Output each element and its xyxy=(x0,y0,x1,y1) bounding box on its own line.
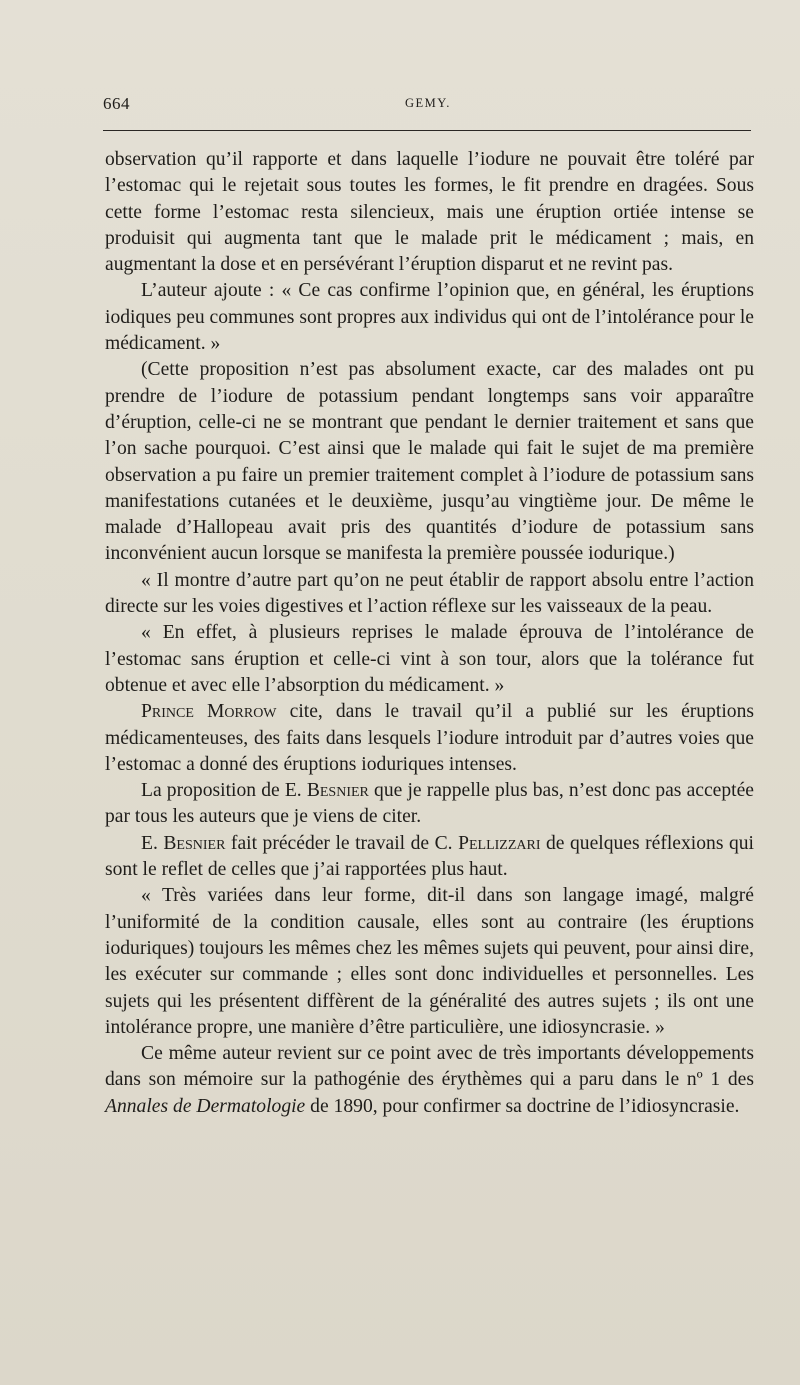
text-run: « En effet, à plusieurs reprises le malade éprouva de l’intolérance de l’estomac sans éruption et celle-ci vint à son tour, alors que la tolérance fut obtenue et avec elle l’absorption du médicament. » xyxy=(105,622,754,696)
running-head: GEMY. xyxy=(405,96,451,110)
text-run: cite, dans le travail qu’il a publié sur les éruptions médicamenteuses, des faits dans lesquels l’iodure introduit par d’autres voies que l’estomac a donné des éruptions ioduriques intenses. xyxy=(105,701,755,775)
text-run: « Très variées dans leur forme, dit-il dans son langage imagé, malgré l’uniformité de la condition causale, elles sont au contraire (les éruptions ioduriques) toujours les mêmes chez les mêmes sujets qui peuvent, pour ainsi dire, les exécuter sur commande ; elles sont donc individuelles et personnelles. Les sujets qui les présentent diffèrent de la généralité des autres sujets ; ils ont une intolérance propre, une manière d’être particulière, une idiosyncrasie. » xyxy=(105,885,754,1038)
paragraph xyxy=(105,620,754,699)
paragraph xyxy=(105,1041,754,1120)
header-rule xyxy=(103,130,751,131)
author-name: Prince Morrow xyxy=(141,701,277,723)
paragraph xyxy=(105,831,754,884)
paragraph xyxy=(105,147,754,278)
text-run: « Il montre d’autre part qu’on ne peut établir de rapport absolu entre l’action directe sur les voies digestives et l’action réflexe sur les vaisseaux de la peau. xyxy=(105,569,754,618)
text-run: de quelques réflexions qui sont le reflet de celles que j’ai rapportées plus haut. xyxy=(105,832,754,881)
paragraph xyxy=(105,568,754,621)
paragraph xyxy=(105,778,754,831)
text-run: fait précéder le travail de C. xyxy=(225,832,459,854)
author-name: Pellizzari xyxy=(458,832,541,854)
text-run: L’auteur ajoute : « Ce cas confirme l’opinion que, en général, les éruptions iodiques peu communes sont propres aux individus qui ont de l’intolérance pour le médicament. » xyxy=(105,280,754,355)
text-run: que je rappelle plus bas, n’est donc pas acceptée par tous les auteurs que je viens de citer. xyxy=(105,780,754,828)
author-name: Besnier xyxy=(306,780,369,802)
text-run: observation qu’il rapporte et dans laquelle l’iodure ne pouvait être toléré par l’estomac qui le rejetait sous toutes les formes, le fit prendre en dragées. Sous cette forme l’estomac resta silencieux, mais une éruption ortiée intense se produisit qui augmenta tant que le malade prit le médicament ; mais, en augmentant la dose et en persévérant l’éruption disparut et ne revint pas. xyxy=(105,149,754,276)
paragraph xyxy=(105,357,754,567)
paragraph xyxy=(105,699,754,778)
text-run: Ce même auteur revient sur ce point avec de très importants développements dans son mémoire sur la pathogénie des érythèmes qui a paru dans le nº 1 des xyxy=(105,1043,754,1091)
page-number: 664 xyxy=(103,94,130,113)
text-run: de 1890, pour confirmer sa doctrine de l’idiosyncrasie. xyxy=(305,1095,740,1117)
text-run: La proposition de E. xyxy=(141,780,307,802)
page-header xyxy=(103,94,753,116)
paragraph xyxy=(105,278,754,357)
paragraph xyxy=(105,883,754,1041)
body-text xyxy=(105,147,754,1120)
text-run: E. xyxy=(141,832,164,854)
author-name: Besnier xyxy=(163,832,226,854)
text-run: (Cette proposition n’est pas absolument exacte, car des malades ont pu prendre de l’iodure de potassium pendant longtemps sans voir apparaître d’éruption, celle-ci ne se montrant que pendant le dernier traitement et sans que l’on sache pourquoi. C’est ainsi que le malade qui fait le sujet de ma première observation a pu faire un premier traitement complet à l’iodure de potassium sans manifestations cutanées et le deuxième, jusqu’au vingtième jour. De même le malade d’Hallopeau avait pris des quantités d’iodure de potassium sans inconvénient aucun lorsque se manifesta la première poussée iodurique.) xyxy=(105,359,754,565)
italic-title: Annales de Dermatologie xyxy=(105,1095,306,1117)
